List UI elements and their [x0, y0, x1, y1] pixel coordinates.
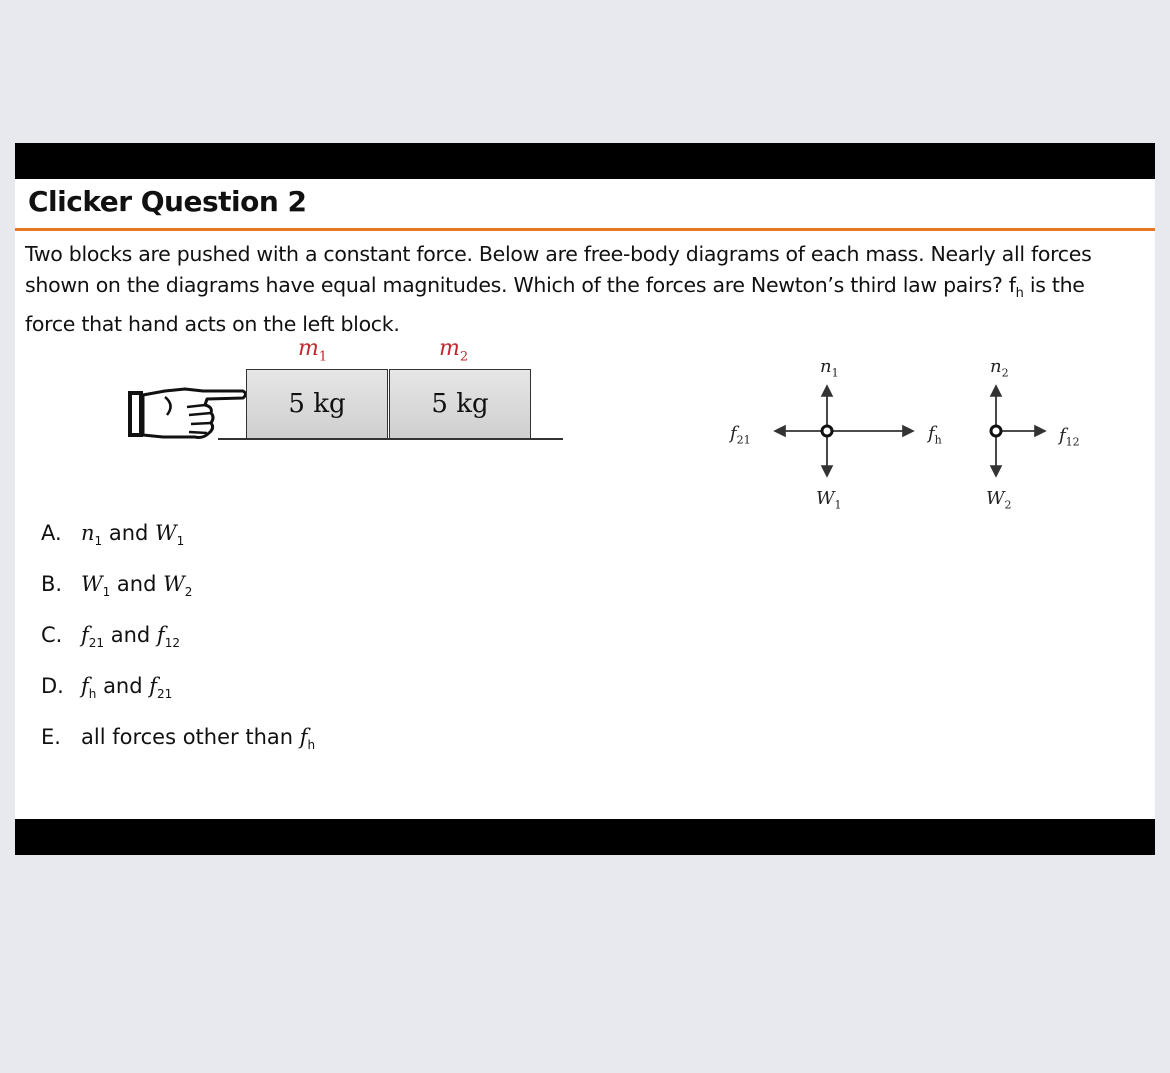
fbd-label-n1: $n_1$: [820, 356, 839, 380]
question-text: [25, 239, 1125, 340]
block-1: 5 kg: [246, 369, 388, 439]
fbd-label-w2: $W_2$: [986, 488, 1012, 512]
answer-letter: C.: [41, 623, 63, 647]
question-body: Two blocks are pushed with a constant force. Below are free-body diagrams of each mass. Nearly all forces shown on the diagrams have equal magnitudes. Which of the forces are Newton’s third law pairs? f: [25, 242, 1092, 297]
pointing-hand-icon: [125, 383, 250, 443]
answer-option-c[interactable]: [41, 623, 315, 674]
free-body-diagrams: [715, 348, 1135, 498]
slide-title: Clicker Question 2: [28, 185, 307, 218]
answer-text: $f_h$ and $f_{21}$: [81, 674, 173, 702]
mass-1-point: [822, 426, 832, 436]
answer-text: $f_{21}$ and $f_{12}$: [81, 623, 180, 651]
mass-label-2: $m_2$: [439, 336, 469, 365]
answer-text: all forces other than $f_h$: [81, 725, 316, 753]
fbd-label-n2: $n_2$: [990, 356, 1009, 380]
answer-option-b[interactable]: [41, 572, 315, 623]
answer-text: $W_1$ and $W_2$: [81, 572, 193, 600]
ground-line: [218, 438, 563, 440]
answer-option-a[interactable]: [41, 521, 315, 572]
bottom-bar: [15, 819, 1155, 855]
answer-text: $n_1$ and $W_1$: [81, 521, 185, 549]
mass-label-1: $m_1$: [298, 336, 328, 365]
slide: [15, 143, 1155, 855]
title-underline: [15, 228, 1155, 231]
answer-letter: D.: [41, 674, 64, 698]
fbd-label-fh: $f_h$: [928, 423, 942, 447]
answer-option-d[interactable]: [41, 674, 315, 725]
answer-letter: B.: [41, 572, 63, 596]
answer-letter: A.: [41, 521, 62, 545]
answer-list: [41, 521, 315, 776]
answer-letter: E.: [41, 725, 61, 749]
question-subscript: h: [1015, 286, 1024, 302]
answer-option-e[interactable]: [41, 725, 315, 776]
block-2: 5 kg: [389, 369, 531, 439]
question-tail: is the force that hand acts on the left block.: [25, 273, 1085, 337]
top-bar: [15, 143, 1155, 179]
mass-2-point: [991, 426, 1001, 436]
fbd-label-f21: $f_{21}$: [730, 423, 751, 447]
fbd-label-f12: $f_{12}$: [1059, 425, 1080, 449]
fbd-label-w1: $W_1$: [816, 488, 842, 512]
